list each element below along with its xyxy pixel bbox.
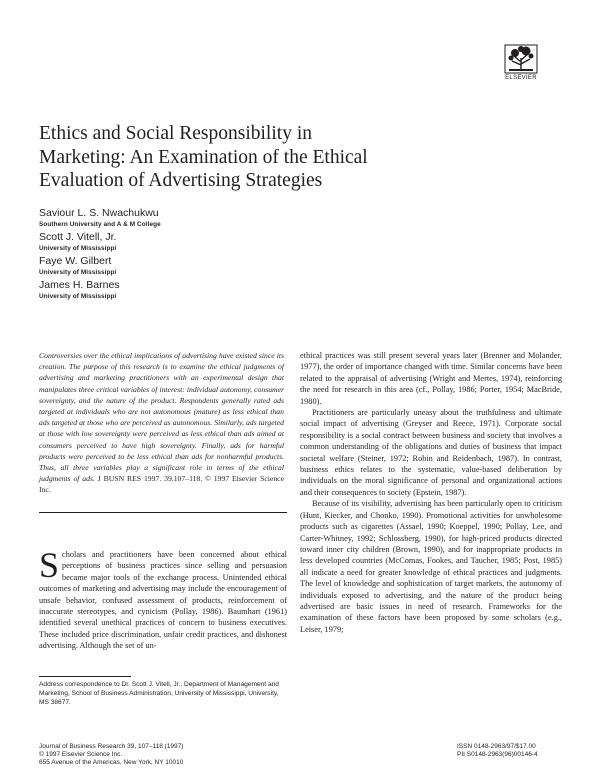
footnote-divider [39, 676, 131, 677]
author-entry [39, 278, 161, 301]
author-name: Faye W. Gilbert [39, 255, 112, 267]
body-paragraph: ethical practices was still present several years later (Brenner and Molander, 1977), the order of importance changed with time. Similar concerns have been related to the appraisal of advertising (Wright and Mertes, 1974), reinforcing the need for research in this area (cf., Pollay, 1986; Porter, 1954; MacBride, 1980). [300, 351, 562, 406]
abstract-divider [39, 512, 287, 513]
journal-info [39, 743, 183, 768]
author-name: Saviour L. S. Nwachukwu [39, 207, 159, 219]
body-paragraph: Because of its visibility, advertising has been particularly open to criticism (Hunt, Kiecker, and Chonko, 1990). Promotional activities for unwholesome products such as cigarettes (Assael, 1990; Koeppel, 1990; Pollay, Lee, and Carter-Whitney, 1992; Schlossberg, 1990), for high-priced products directed toward inner city children (Brown, 1990), and for inappropriate products in less developed countries (McComas, Fookes, and Taucher, 1985; Post, 1985) all indicate a need for greater knowledge of ethical practices and judgments. The level of knowledge and sophistication of target markets, the autonomy of individuals exposed to advertising, and the nature of the product being advertised are basic issues in need of research. Frameworks for the examination of these factors have been proposed by some scholars (e.g., Leiser, 1979; [300, 499, 562, 634]
issn-info [457, 743, 538, 759]
journal-line: © 1997 Elsevier Science Inc. [39, 751, 123, 759]
author-affiliation: University of Mississippi [39, 293, 117, 300]
intro-text: cholars and practitioners have been concerned about ethical perceptions of business practices since selling and persuasion became major tools of the exchange process. Unintended ethical outcomes of marketing and advertising may include the encouragement of unsafe behavior, confused assessment of products, reinforcement of inaccurate stereotypes, and cynicism (Pollay, 1986). Baumhart (1961) identified several unethical practices of concern to business executives. These included price discrimination, unfair credit practices, and dishonest advertising. Although the set of un- [39, 550, 287, 651]
intro-paragraph [39, 545, 287, 652]
abstract-block [39, 350, 284, 496]
abstract-text: Controversies over the ethical implications of advertising have existed since its creation. The purpose of this research is to examine the ethical judgments of advertising and marketing practitioners with an experimental design that manipulates three critical variables of interest: individual autonomy, consumer sovereignty, and the nature of the product. Respondents generally rated ads targeted at individuals who are not autonomous (mature) as less ethical than ads targeted at those who are perceived as autonomous. Similarly, ads targeted at those with low sovereignty were perceived as less ethical than ads aimed at consumers perceived to have high sovereignty. Finally, ads for harmful products were perceived to be less ethical than ads for nonharmful products. Thus, all three variables play a significant role in terms of the ethical judgments of ads. [39, 351, 284, 484]
author-affiliation: University of Mississippi [39, 245, 117, 252]
elsevier-tree-icon [504, 44, 538, 74]
author-list [39, 206, 161, 302]
abstract-copyright: © 1997 Elsevier Science Inc. [39, 474, 284, 495]
abstract [39, 350, 284, 496]
body-right-column [300, 350, 562, 635]
body-left-column [39, 545, 287, 652]
author-entry [39, 230, 161, 253]
abstract-citation: J BUSN RES 1997. 39.107–118. [97, 474, 203, 484]
author-affiliation: Southern University and A & M College [39, 221, 161, 228]
title-line: Evaluation of Advertising Strategies [39, 170, 323, 191]
logo-text: ELSEVIER [505, 75, 537, 81]
journal-line: Journal of Business Research 39, 107–118 (1997) [39, 743, 184, 750]
issn-line: ISSN 0148-2963/97/$17.00 [457, 743, 536, 750]
article-title [39, 122, 479, 193]
elsevier-logo [500, 44, 542, 81]
journal-line: 655 Avenue of the Americas, New York, NY 10010 [39, 759, 184, 767]
body-paragraph: Practitioners are particularly uneasy about the truthfulness and ultimate social impact of advertising (Greyser and Reece, 1971). Corporate social responsibility is a social contract between business and society that involves a common understanding of the obligations and duties of business that impact societal welfare (Steiner, 1972; Robin and Reidenbach, 1987). In contrast, business ethics relates to the systematic, value-based deliberation by individuals on the moral significance of personal and organizational actions and their consequences to society (Epstein, 1987). [300, 408, 562, 497]
author-name: James H. Barnes [39, 279, 120, 291]
correspondence-footnote: Address correspondence to Dr. Scott J. Vitell, Jr., Department of Management and Marketing, School of Business Administration, University of Mississippi, University, MS 38677. [39, 681, 279, 706]
title-line: Marketing: An Examination of the Ethical [39, 146, 368, 168]
title-line: Ethics and Social Responsibility in [39, 123, 312, 144]
author-affiliation: University of Mississippi [39, 269, 117, 276]
author-entry [39, 206, 161, 229]
author-entry [39, 254, 161, 277]
author-name: Scott J. Vitell, Jr. [39, 231, 117, 243]
pii-line: PII S0148-2963(96)00146-4 [457, 751, 538, 759]
drop-cap: S [39, 545, 60, 585]
